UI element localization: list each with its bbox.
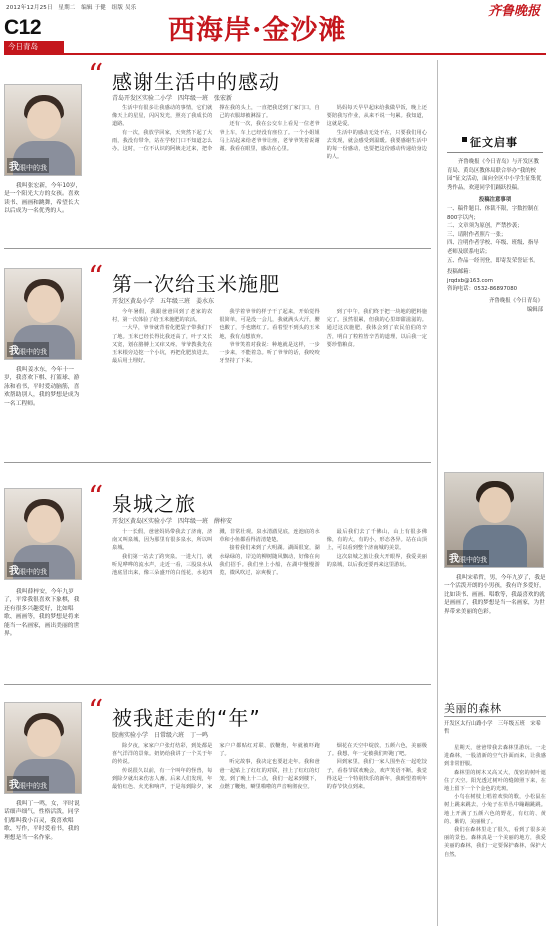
photo-tag: 我眼中的我	[7, 562, 49, 577]
sidebar-author-bio: 我叫宋希哲，男，今年九岁了，我是一个活泼开朗的小男孩，我有许多爱好，比如读书、画画、唱歌等，我最喜欢的就是画画了，我的梦想是当一名画家，为世界带来美丽的色彩。	[444, 575, 546, 615]
page-masthead: 西海岸·金沙滩	[168, 15, 347, 46]
article-divider	[4, 684, 431, 685]
article-4-author-bio: 我叫丁一鸣，女，平时说话细声细气，性格活泼，同学们都叫我小百灵，我喜欢唱歌、写作，平时爱看书，我的理想是当一名作家。	[4, 801, 80, 841]
quote-mark-icon	[86, 700, 108, 722]
sidebar-article-headline: 美丽的森林	[444, 702, 502, 715]
article-2-body: 今年暑假，我跟爸爸回到了老家的农村，第一次体验了给玉米施肥的农活。 一大早，爷爷就背着化肥袋子带我们下了地。玉米已经长得比我还高了，叶子又长又宽，划在胳膊上又痒又疼。爷爷教我先在玉米根旁边挖一个小坑，再把化肥放进去，最后用土埋好。 我学着爷爷的样子干了起来，开始觉得很简单，可是没一会儿，我就满头大汗，腰也酸了，手也磨红了。看着望不到头的玉米地，我有点想放弃。 爷爷笑着对我说：种地就是这样，一步一步来，不能着急。听了爷爷的话，我咬咬牙坚持了下来。 到了中午，我们终于把一块地的肥料施完了。虽然很累，但我的心里却甜滋滋的。通过这次施肥，我体会到了农民伯伯的辛苦，明白了粒粒皆辛苦的道理，以后我一定要珍惜粮食。	[112, 309, 427, 365]
article-3-headline: 泉城之旅	[112, 492, 196, 516]
article-3-byline: 开发区黄岛区实验小学 四年级一班 薛梓安	[112, 518, 233, 525]
article-divider	[4, 248, 431, 249]
photo-tag: 我眼中的我	[7, 158, 49, 173]
article-divider	[4, 462, 431, 463]
header-divider	[4, 53, 546, 55]
article-1-author-bio: 我叫张宏新，今年10岁，是一个阳光大方的女孩。喜欢读书、画画和跳舞，希望长大以后成为一名优秀的人。	[4, 183, 82, 215]
notice-divider	[447, 152, 543, 153]
quote-mark-icon	[86, 266, 108, 288]
notice-title: 征文启事	[470, 136, 518, 149]
issue-date: 2012年12月25日 星期二 编辑 于健 组版 吴乐	[6, 5, 137, 11]
notice-body: 齐鲁晚报《今日青岛》与开发区教育局、黄岛区教体局联合举办“我的校园”征文活动，面向全区中小学生征集优秀作品，欢迎同学们踊跃投稿。 投稿注意事项 一、稿件题目、体裁不限，字数控制在800字以内； 二、文章须为原创，严禁抄袭； 三、请附作者照片一张； 四、注明作者学校、年级、班级、指导老师及联系电话； 五、作品一经刊登，即寄发荣誉证书。 投稿邮箱： jrqdxb@163.com 咨询电话：0532-86897080 齐鲁晚报《今日青岛》 编辑部	[447, 159, 543, 313]
article-1-byline: 青岛开发区实验二小学 四年级一班 张宏新	[112, 95, 233, 102]
article-4-byline: 胶南实验小学 日常级六班 丁一鸣	[112, 732, 209, 739]
quote-mark-icon	[86, 64, 108, 86]
photo-tag: 我眼中的我	[7, 342, 49, 357]
section-label: 今日青岛	[4, 41, 64, 53]
article-2-author-photo	[4, 268, 82, 360]
page-number: C12	[4, 16, 42, 39]
article-4-headline: 被我赶走的“年”	[112, 706, 261, 730]
article-3-author-bio: 我叫薛梓安，今年九岁了，平常我很喜欢下象棋，我还有很多兴趣爱好，比如唱歌、画画等，我的梦想是将来能当一名画家，画出美丽的世界。	[4, 589, 80, 638]
notice-phone: 咨询电话：0532-86897080	[447, 286, 518, 293]
article-4-body: 除夕夜，家家户户张灯结彩，到处都是喜气洋洋的景象。奶奶给我讲了一个关于年的传说。 传说很久以前，有一个叫年的怪兽，每到除夕就出来伤害人畜。后来人们发现，年最怕红色、火光和响声，于是每到除夕，家家户户都贴红对联、放鞭炮，年就被吓跑了。 听完故事，我决定也要赶走年。我和爸爸一起贴上了红红的对联，挂上了红红的灯笼。到了晚上十二点，我们一起来到楼下，点燃了鞭炮，噼里啪啦的声音响彻夜空。 烟花在天空中绽放，五颜六色，美丽极了。我想，年一定被我们吓跑了吧。 回到家里，我们一家人围坐在一起吃饺子，看春节联欢晚会，欢声笑语不断。我觉得这是一个特别快乐的新年，我盼望着明年的春节快点到来。	[112, 743, 427, 791]
sidebar-article-byline: 开发区太行山路小学 三年级五班 宋希哲	[444, 721, 542, 735]
photo-tag: 我眼中的我	[7, 776, 49, 791]
article-4-author-photo	[4, 702, 82, 794]
article-2-author-bio: 我叫姜水东，今年十一岁，我喜欢下棋、打篮球、游泳和看书，平时爱动脑筋，喜欢帮助别人，我的梦想是成为一名工程师。	[4, 367, 80, 407]
sidebar-article-divider	[444, 716, 546, 717]
sidebar-article-body: 星期天，爸爸带我去森林里游玩。一走进森林，一股清新的空气扑面而来，让我感到非常舒服。 森林里的树木又高又大，茂密的树叶遮住了天空。阳光透过树叶的缝隙照下来，在地上留下一个个金色的光斑。 小鸟在树枝上唱着欢快的歌，小松鼠在树上跳来跳去，小兔子在草丛中蹦蹦跳跳。地上开满了五颜六色的野花，有红的、黄的、紫的，美丽极了。 我们在森林里走了很久，看到了很多美丽的景色。森林真是一个美丽的地方，我爱美丽的森林，我们一定要保护森林，保护大自然。	[444, 745, 546, 858]
article-1-headline: 感谢生活中的感动	[112, 70, 280, 94]
notice-email: jrqdxb@163.com	[447, 277, 493, 284]
article-3-author-photo	[4, 488, 82, 580]
article-1-body: 生活中有很多让我感动的事情，它们就像天上的星星，闪闪发光，照亮了我成长的道路。 有一次，我放学回家，天突然下起了大雨，我没有带伞，站在学校门口不知道怎么办。这时，一位不认识的阿姨走过来，把伞撑在我的头上，一直把我送到了家门口，自己的衣服却被淋湿了。 还有一次，我在公交车上看见一位老爷爷上车，车上已经没有座位了。一个小姐姐马上站起来给老爷爷让座，老爷爷笑着说谢谢。我看在眼里，感动在心里。 妈妈每天早早起床给我做早饭，晚上还要陪我写作业，从来不说一句累。我知道，这就是爱。 生活中的感动无处不在，只要我们用心去发现，就会感受到温暖。我要感谢生活中的每一份感动，也要把这份感动传递给身边的人。	[112, 105, 427, 161]
photo-tag: 我眼中的我	[447, 550, 489, 565]
sidebar-author-photo	[444, 472, 544, 568]
quote-mark-icon	[86, 486, 108, 508]
article-2-byline: 开发区黄岛小学 五年级三班 姜水东	[112, 298, 215, 305]
newspaper-logo: 齐鲁晚报	[487, 4, 540, 19]
article-1-author-photo	[4, 84, 82, 176]
article-3-body: 十一长假，爸爸妈妈带我去了济南，济南又叫泉城，因为那里有很多泉水，所以叫泉城。 我们第一站去了趵突泉。一进大门，就听见哗哗的流水声，走近一看，三股泉水从池底冒出来，像三朵盛开的白莲花，水花四溅，非常壮观。泉水清澈见底，连池底的水草和小鱼都看得清清楚楚。 接着我们来到了大明湖。湖面很宽，湖水绿绿的，岸边的柳树随风飘动，好像在向我们招手。我们坐上小船，在湖中慢慢游览，微风吹过，凉爽极了。 最后我们去了千佛山，山上有很多佛像，有的大，有的小，形态各异。站在山顶上，可以看到整个济南城的美景。 这次泉城之旅让我大开眼界，我爱美丽的泉城，以后我还要再来这里游玩。	[112, 529, 427, 577]
article-2-headline: 第一次给玉米施肥	[112, 272, 280, 296]
sidebar-divider	[437, 60, 438, 926]
